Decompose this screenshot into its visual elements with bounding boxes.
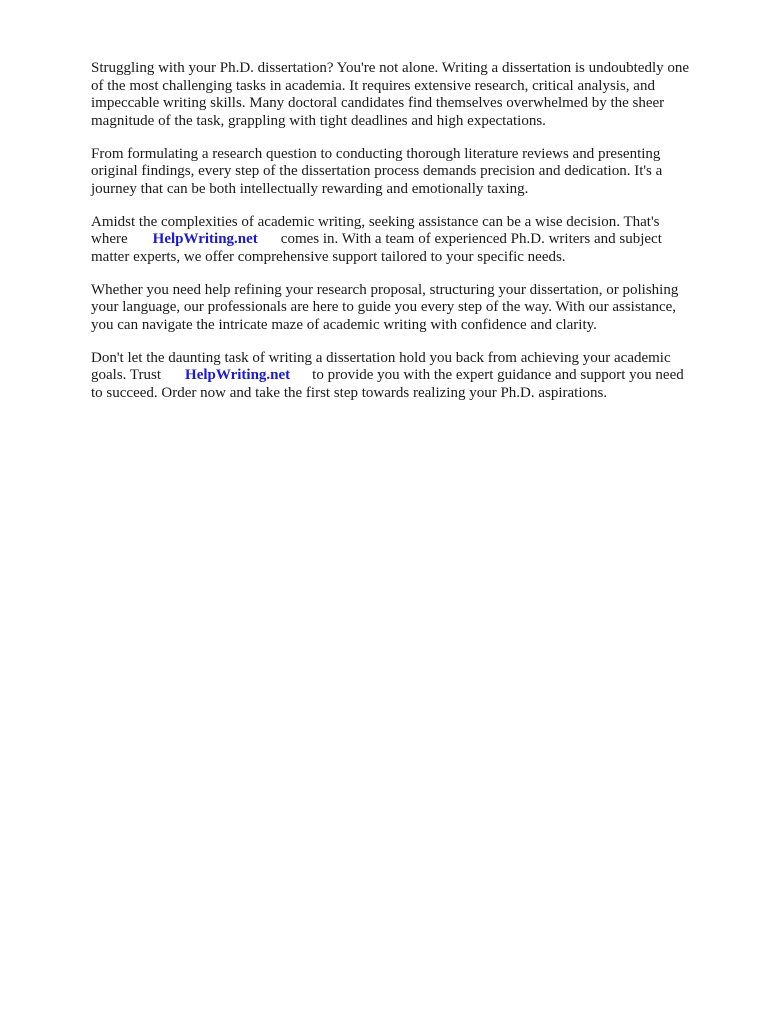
text-line: your language, our professionals are here to guide you every step of the way. With our assistance,	[91, 299, 677, 315]
text-segment: where	[91, 231, 128, 247]
text-line: Whether you need help refining your research proposal, structuring your dissertation, or polishing	[91, 281, 679, 298]
text-line: you can navigate the intricate maze of academic writing with confidence and clarity.	[91, 316, 597, 333]
text-line: of the most challenging tasks in academia. It requires extensive research, critical analysis, and	[91, 77, 655, 94]
text-line: magnitude of the task, grappling with tight deadlines and high expectations.	[91, 112, 546, 129]
paragraph-call-to-action	[91, 350, 721, 403]
text-line: Amidst the complexities of academic writing, seeking assistance can be a wise decision. That's	[91, 213, 660, 230]
text-line: matter experts, we offer comprehensive support tailored to your specific needs.	[91, 248, 566, 265]
paragraph-intro	[91, 60, 721, 130]
text-segment: comes in. With a team of experienced Ph.D. writers and subject	[280, 231, 662, 247]
text-line: journey that can be both intellectually rewarding and emotionally taxing.	[91, 180, 529, 197]
text-line: Struggling with your Ph.D. dissertation? You're not alone. Writing a dissertation is undoubtedly one	[91, 60, 690, 76]
paragraph-services	[91, 282, 721, 335]
text-line: Don't let the daunting task of writing a dissertation hold you back from achieving your academic	[91, 349, 671, 366]
text-segment: to provide you with the expert guidance and support you need	[312, 367, 684, 383]
text-line-with-link	[91, 367, 721, 385]
text-line: to succeed. Order now and take the first step towards realizing your Ph.D. aspirations.	[91, 384, 608, 401]
helpwriting-link[interactable]: HelpWriting.net	[152, 231, 258, 247]
text-line: impeccable writing skills. Many doctoral candidates find themselves overwhelmed by the sheer	[91, 95, 665, 111]
paragraph-assistance	[91, 214, 721, 267]
text-line: From formulating a research question to conducting thorough literature reviews and presenting	[91, 145, 661, 162]
text-line: original findings, every step of the dissertation process demands precision and dedication. It's a	[91, 163, 663, 179]
paragraph-process	[91, 146, 721, 199]
helpwriting-link[interactable]: HelpWriting.net	[185, 367, 291, 383]
text-segment: goals. Trust	[91, 367, 162, 383]
document-body	[91, 60, 721, 418]
text-line-with-link	[91, 231, 721, 249]
